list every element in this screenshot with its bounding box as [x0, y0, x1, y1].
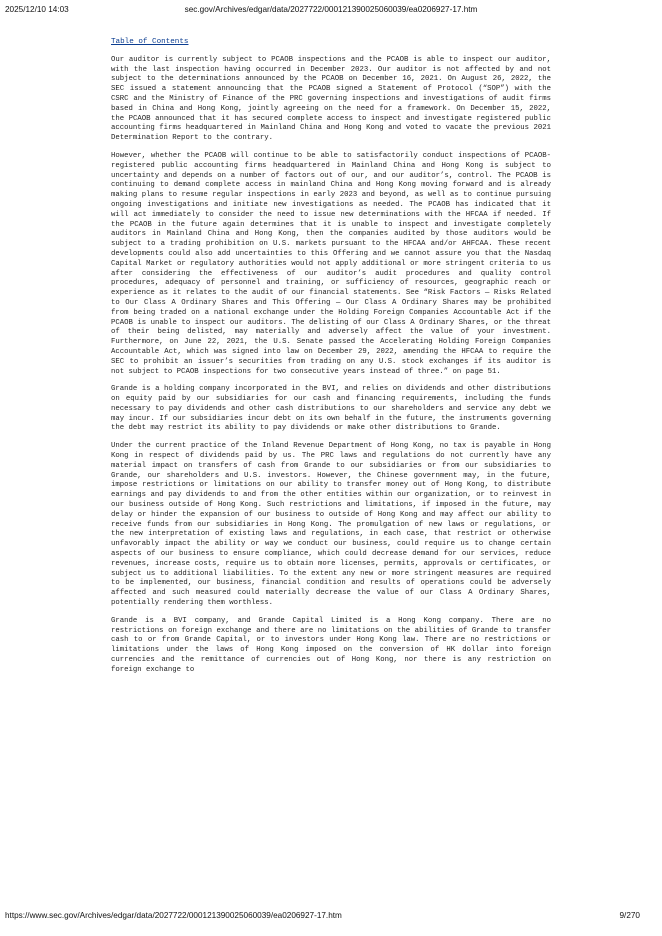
paragraph-foreign-exchange: Grande is a BVI company, and Grande Capital Limited is a Hong Kong company. There are no restrictions on foreign exchange and there are no limitations on the abilities of Grande to transfer cash to or from Grande Capital, or to investors under Hong Kong law. There are no restrictions or limitations under the laws of Hong Kong imposed on the conversion of HK dollar into foreign currencies and the remittance of currencies out of Hong Kong, nor there is any restriction on foreign exchange to	[111, 616, 551, 674]
paragraph-pcaob-inspections: Our auditor is currently subject to PCAOB inspections and the PCAOB is able to inspect our auditor, with the last inspection having occurred in December 2023. Our auditor is not affected by and not subject to the determinations announced by the PCAOB on December 16, 2021. On August 26, 2022, the SEC issued a statement announcing that the PCAOB signed a Statement of Protocol (“SOP”) with the CSRC and the Ministry of Finance of the PRC governing inspections and investigations of audit firms based in China and Hong Kong, jointly agreeing on the need for a framework. On December 15, 2022, the PCAOB announced that it has secured complete access to inspect and investigate registered public accounting firms headquartered in Mainland China and Hong Kong and voted to vacate the previous 2021 Determination Report to the contrary.	[111, 55, 551, 143]
paragraph-hong-kong-tax: Under the current practice of the Inland Revenue Department of Hong Kong, no tax is payable in Hong Kong in respect of dividends paid by us. The PRC laws and regulations do not currently have any material impact on transfers of cash from Grande to our subsidiaries or from our subsidiaries to Grande, our shareholders and U.S. investors. However, the Chinese government may, in the future, impose restrictions or limitations on our ability to transfer money out of Hong Kong, to distribute earnings and pay dividends to and from the other entities within our organization, or to reinvest in our business outside of Hong Kong. Such restrictions and limitations, if imposed in the future, may delay or hinder the expansion of our business to outside of Hong Kong and may affect our ability to receive funds from our subsidiaries in Hong Kong. The promulgation of new laws or regulations, or the new interpretation of existing laws and regulations, in each case, that restrict or otherwise unfavorably impact the ability or way we conduct our business, could require us to change certain aspects of our business to ensure compliance, which could decrease demand for our services, reduce revenues, increase costs, require us to obtain more licenses, permits, approvals or certificates, or subject us to additional liabilities. To the extent any new or more stringent measures are required to be implemented, our business, financial condition and results of operations could be adversely affected and such measured could materially decrease the value of our Class A Ordinary Shares, potentially rendering them worthless.	[111, 442, 551, 608]
print-datetime: 2025/12/10 14:03	[5, 5, 69, 14]
print-footer	[0, 911, 662, 923]
document-body	[111, 38, 551, 684]
paragraph-pcaob-uncertainty: However, whether the PCAOB will continue to be able to satisfactorily conduct inspections of PCAOB-registered public accounting firms headquartered in Mainland China and Hong Kong is subject to uncertainty and depends on a number of factors out of our, and our auditor’s, control. The PCAOB is continuing to demand complete access in mainland China and Hong Kong moving forward and is already making plans to resume regular inspections in early 2023 and beyond, as well as to continue pursuing ongoing investigations and initiate new investigations as needed. The PCAOB has indicated that it will act immediately to consider the need to issue new determinations with the HFCAA if needed. If the PCAOB in the future again determines that it is unable to inspect and investigate completely auditors in Mainland China and Hong Kong, then the companies audited by those auditors would be subject to a trading prohibition on U.S. markets pursuant to the HFCAA and/or AHFCAA. These recent developments could also add uncertainties to this Offering and we cannot assure you that the Nasdaq Capital Market or regulatory authorities would not apply additional or more stringent criteria to us after considering the effectiveness of our auditor’s audit procedures and quality control procedures, adequacy of personnel and training, or sufficiency of resources, geographic reach or experience as it relates to the audit of our financial statements. See “Risk Factors — Risks Related to Our Class A Ordinary Shares and This Offering — Our Class A Ordinary Shares may be prohibited from being traded on a national exchange under the Holding Foreign Companies Accountable Act if the PCAOB is unable to inspect our auditors. The delisting of our Class A Ordinary Shares, or the threat of their being delisted, may materially and adversely affect the value of your investment. Furthermore, on June 22, 2021, the U.S. Senate passed the Accelerating Holding Foreign Companies Accountable Act, which was signed into law on December 29, 2022, amending the HFCAA to require the SEC to prohibit an issuer’s securities from trading on any U.S. stock exchanges if its auditor is not subject to PCAOB inspections for two consecutive years instead of three.” on page 51.	[111, 151, 551, 376]
page-number: 9/270	[619, 911, 640, 920]
paragraph-holding-company: Grande is a holding company incorporated in the BVI, and relies on dividends and other distributions on equity paid by our subsidiaries for our cash and financing requirements, including the funds necessary to pay dividends and other cash distributions to our shareholders and service any debt we may incur. If our subsidiaries incur debt on its own behalf in the future, the instruments governing the debt may restrict its ability to pay dividends or make other distributions to Grande.	[111, 385, 551, 433]
footer-url: https://www.sec.gov/Archives/edgar/data/2027722/000121390025060039/ea0206927-17.htm	[5, 911, 342, 920]
table-of-contents-link[interactable]: Table of Contents	[111, 38, 189, 46]
print-url: sec.gov/Archives/edgar/data/2027722/000121390025060039/ea0206927-17.htm	[184, 5, 478, 14]
print-header	[0, 5, 662, 17]
